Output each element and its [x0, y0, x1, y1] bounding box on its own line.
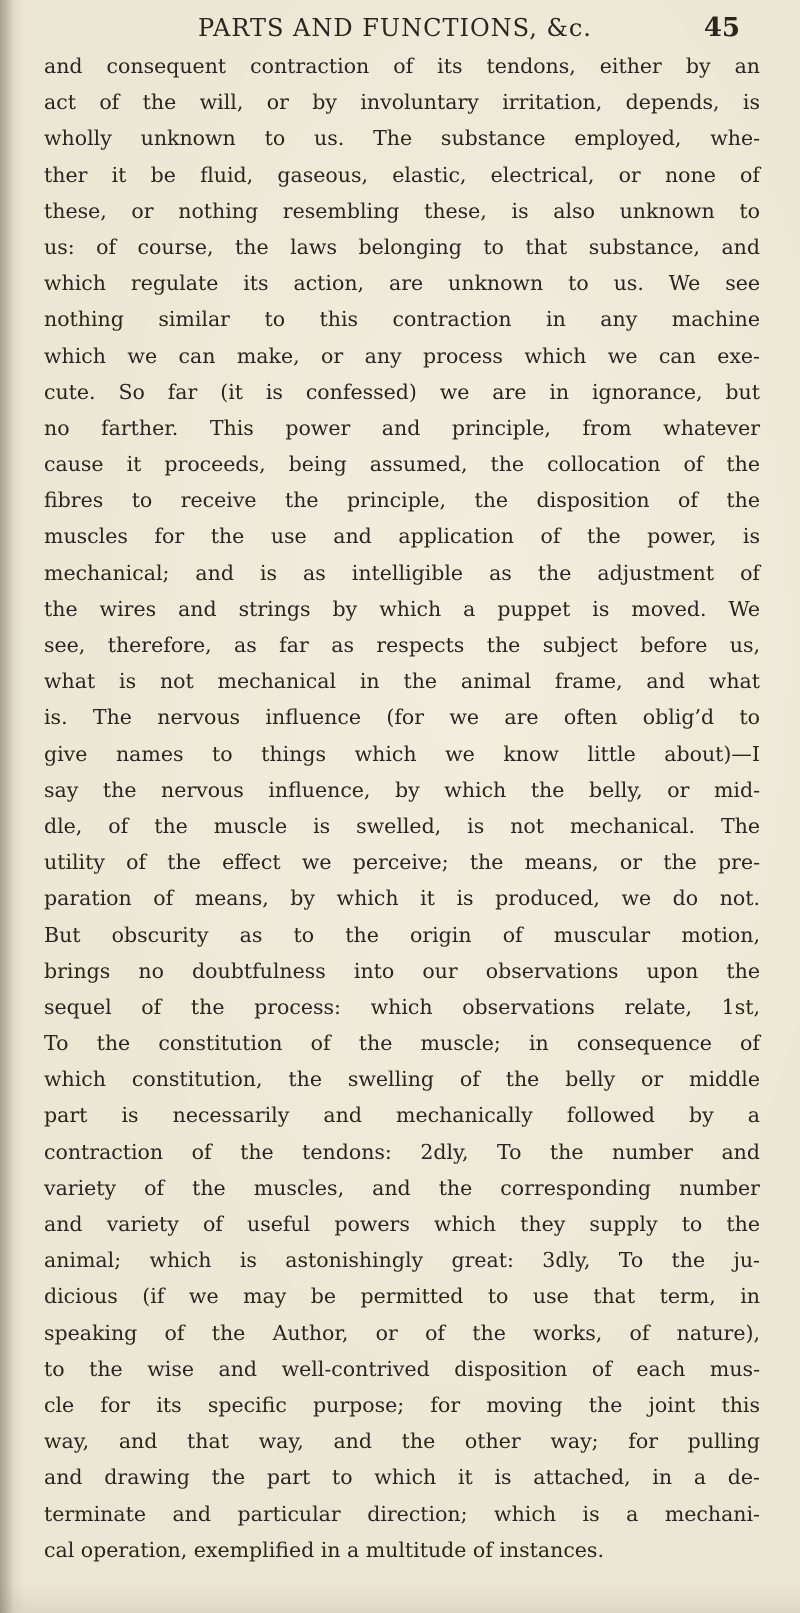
text-line: see, therefore, as far as respects the subject before us,	[44, 633, 760, 657]
text-line: But obscurity as to the origin of muscular motion,	[44, 922, 760, 947]
body-text	[44, 48, 760, 1568]
text-line: ther it be fluid, gaseous, elastic, electrical, or none of	[44, 162, 760, 187]
text-line: variety of the muscles, and the corresponding number	[44, 1175, 760, 1200]
page-number: 45	[703, 13, 740, 43]
gutter-shadow	[0, 0, 14, 1613]
text-line: dicious (if we may be permitted to use that term, in	[44, 1284, 760, 1309]
text-line: animal; which is astonishingly great: 3dly, To the ju-	[44, 1248, 760, 1273]
text-line: us: of course, the laws belonging to that substance, and	[44, 234, 760, 259]
text-line: To the constitution of the muscle; in consequence of	[44, 1031, 760, 1056]
text-line: the wires and strings by which a puppet is moved. We	[44, 596, 760, 621]
text-line: way, and that way, and the other way; for pulling	[44, 1429, 760, 1454]
text-line: and drawing the part to which it is attached, in a de-	[44, 1465, 760, 1490]
text-line: to the wise and well-contrived disposition of each mus-	[44, 1356, 760, 1381]
text-line: part is necessarily and mechanically followed by a	[44, 1103, 760, 1128]
text-line: say the nervous influence, by which the belly, or mid-	[44, 777, 760, 802]
text-line: and variety of useful powers which they supply to the	[44, 1212, 760, 1236]
text-line: act of the will, or by involuntary irritation, depends, is	[44, 90, 760, 115]
text-line: utility of the effect we perceive; the means, or the pre-	[44, 850, 760, 875]
text-line: no farther. This power and principle, from whatever	[44, 415, 760, 440]
text-line: terminate and particular direction; which is a mechani-	[44, 1501, 760, 1526]
text-line: cal operation, exemplified in a multitude of instances.	[44, 1537, 604, 1562]
text-line: which regulate its action, are unknown to us. We see	[44, 271, 760, 296]
page-bottom-edge	[0, 1583, 800, 1613]
text-line: wholly unknown to us. The substance employed, whe-	[44, 126, 760, 151]
text-line: cause it proceeds, being assumed, the collocation of the	[44, 452, 760, 477]
text-line: dle, of the muscle is swelled, is not mechanical. The	[44, 813, 760, 838]
text-line: these, or nothing resembling these, is also unknown to	[44, 198, 760, 223]
text-line: fibres to receive the principle, the disposition of the	[44, 488, 760, 513]
text-line: cle for its specific purpose; for moving the joint this	[44, 1392, 760, 1417]
text-line: contraction of the tendons: 2dly, To the number and	[44, 1139, 760, 1164]
text-line: is. The nervous influence (for we are often oblig’d to	[44, 705, 760, 730]
text-line: speaking of the Author, or of the works, of nature),	[44, 1320, 760, 1345]
text-line: which we can make, or any process which we can exe-	[44, 343, 760, 368]
text-line: paration of means, by which it is produced, we do not.	[44, 886, 760, 911]
text-line: which constitution, the swelling of the belly or middle	[44, 1067, 760, 1092]
text-line: cute. So far (it is confessed) we are in ignorance, but	[44, 379, 760, 404]
text-line: and consequent contraction of its tendons, either by an	[44, 54, 760, 78]
text-line: brings no doubtfulness into our observations upon the	[44, 958, 760, 983]
text-line: muscles for the use and application of the power, is	[44, 524, 760, 549]
text-line: sequel of the process: which observations relate, 1st,	[44, 994, 760, 1019]
text-line: nothing similar to this contraction in any machine	[44, 307, 760, 332]
text-line: what is not mechanical in the animal frame, and what	[44, 669, 760, 694]
running-head	[40, 10, 740, 46]
text-line: give names to things which we know little about)—I	[44, 741, 760, 766]
running-title: PARTS AND FUNCTIONS, &c.	[198, 14, 592, 42]
text-line: mechanical; and is as intelligible as the adjustment of	[44, 560, 760, 585]
